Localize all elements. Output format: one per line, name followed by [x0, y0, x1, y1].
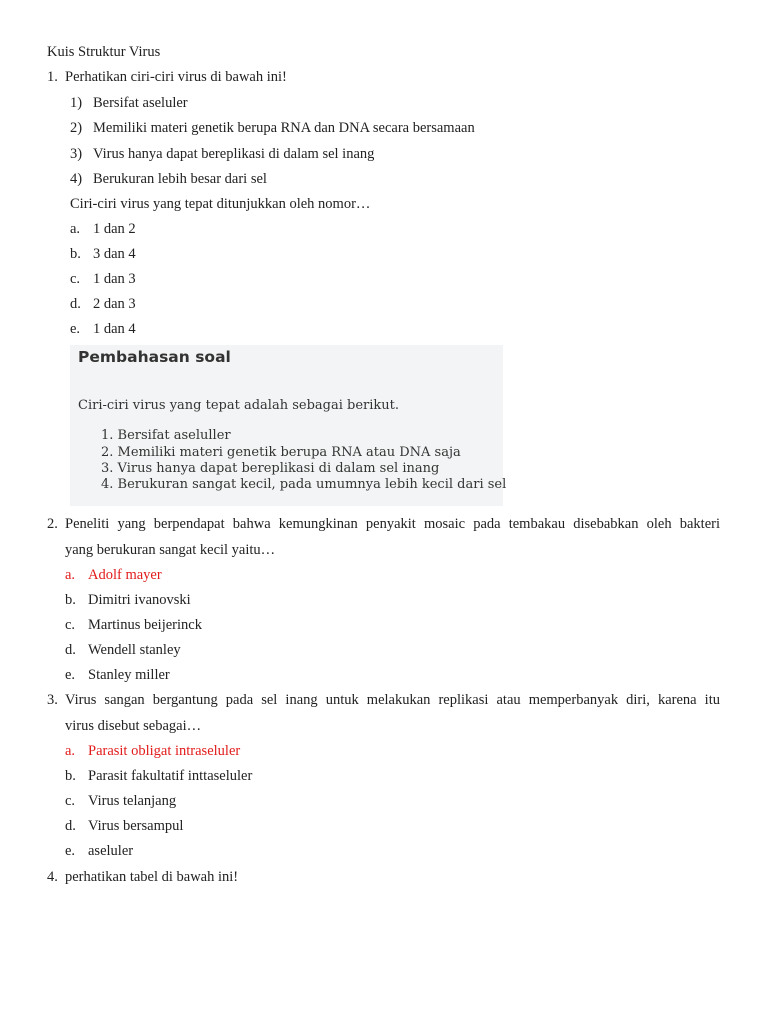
option-text-correct: Adolf mayer — [88, 567, 162, 583]
option-letter: e. — [65, 843, 76, 859]
option-letter: c. — [65, 617, 76, 633]
q1-item-number: 3) — [70, 146, 83, 162]
option-letter: d. — [65, 818, 76, 834]
q4-number: 4. — [47, 869, 58, 885]
option-text: 3 dan 4 — [93, 246, 136, 262]
q3-text-line1: Virus sangan bergantung pada sel inang untuk melakukan replikasi atau memperbanyak diri, karena itu — [65, 692, 720, 708]
option-letter: b. — [65, 768, 76, 784]
q1-item-number: 1) — [70, 95, 83, 111]
option-letter: e. — [65, 667, 76, 683]
option-letter: c. — [65, 793, 76, 809]
q2-number: 2. — [47, 516, 58, 532]
q1-item-number: 2) — [70, 120, 83, 136]
q3-number: 3. — [47, 692, 58, 708]
q1-item-text: Bersifat aseluler — [93, 95, 188, 111]
q3-text-line2: virus disebut sebagai… — [65, 718, 202, 734]
option-letter: b. — [65, 592, 76, 608]
q1-item-text: Virus hanya dapat bereplikasi di dalam sel inang — [93, 146, 375, 162]
discussion-box — [70, 345, 507, 506]
discussion-item: 4. Berukuran sangat kecil, pada umumnya lebih kecil dari sel — [101, 477, 507, 492]
option-text: aseluler — [88, 843, 134, 859]
option-letter: b. — [70, 246, 81, 262]
discussion-item: 3. Virus hanya dapat bereplikasi di dalam sel inang — [101, 461, 440, 476]
discussion-item: 2. Memiliki materi genetik berupa RNA atau DNA saja — [101, 445, 461, 460]
option-text: 1 dan 3 — [93, 271, 136, 287]
option-text: Parasit fakultatif inttaseluler — [88, 768, 253, 784]
option-letter-correct: a. — [65, 743, 76, 759]
option-text-correct: Parasit obligat intraseluler — [88, 743, 241, 759]
discussion-item: 1. Bersifat aseluller — [101, 428, 231, 443]
option-letter: a. — [70, 221, 81, 237]
q1-item-text: Memiliki materi genetik berupa RNA dan DNA secara bersamaan — [93, 120, 475, 136]
q4-text: perhatikan tabel di bawah ini! — [65, 869, 239, 885]
option-text: Dimitri ivanovski — [88, 592, 191, 608]
option-letter: c. — [70, 271, 81, 287]
q2-text-line1: Peneliti yang berpendapat bahwa kemungkinan penyakit mosaic pada tembakau disebabkan oleh bakteri — [65, 516, 720, 532]
option-text: Virus telanjang — [88, 793, 177, 809]
discussion-intro: Ciri-ciri virus yang tepat adalah sebagai berikut. — [78, 398, 400, 413]
q2-text-line2: yang berukuran sangat kecil yaitu… — [65, 542, 276, 558]
option-text: Stanley miller — [88, 667, 170, 683]
option-text: Martinus beijerinck — [88, 617, 202, 633]
option-text: 1 dan 4 — [93, 321, 136, 337]
q1-item-number: 4) — [70, 171, 83, 187]
q1-item-text: Berukuran lebih besar dari sel — [93, 171, 267, 187]
q1-prompt: Ciri-ciri virus yang tepat ditunjukkan oleh nomor… — [70, 196, 371, 212]
option-letter-correct: a. — [65, 567, 76, 583]
discussion-title: Pembahasan soal — [78, 348, 231, 366]
q1-text: Perhatikan ciri-ciri virus di bawah ini! — [65, 69, 287, 85]
option-text: Wendell stanley — [88, 642, 181, 658]
option-letter: d. — [65, 642, 76, 658]
option-text: 2 dan 3 — [93, 296, 136, 312]
page-title: Kuis Struktur Virus — [47, 44, 161, 60]
option-text: 1 dan 2 — [93, 221, 136, 237]
q1-number: 1. — [47, 69, 58, 85]
option-letter: e. — [70, 321, 81, 337]
option-letter: d. — [70, 296, 81, 312]
option-text: Virus bersampul — [88, 818, 184, 834]
